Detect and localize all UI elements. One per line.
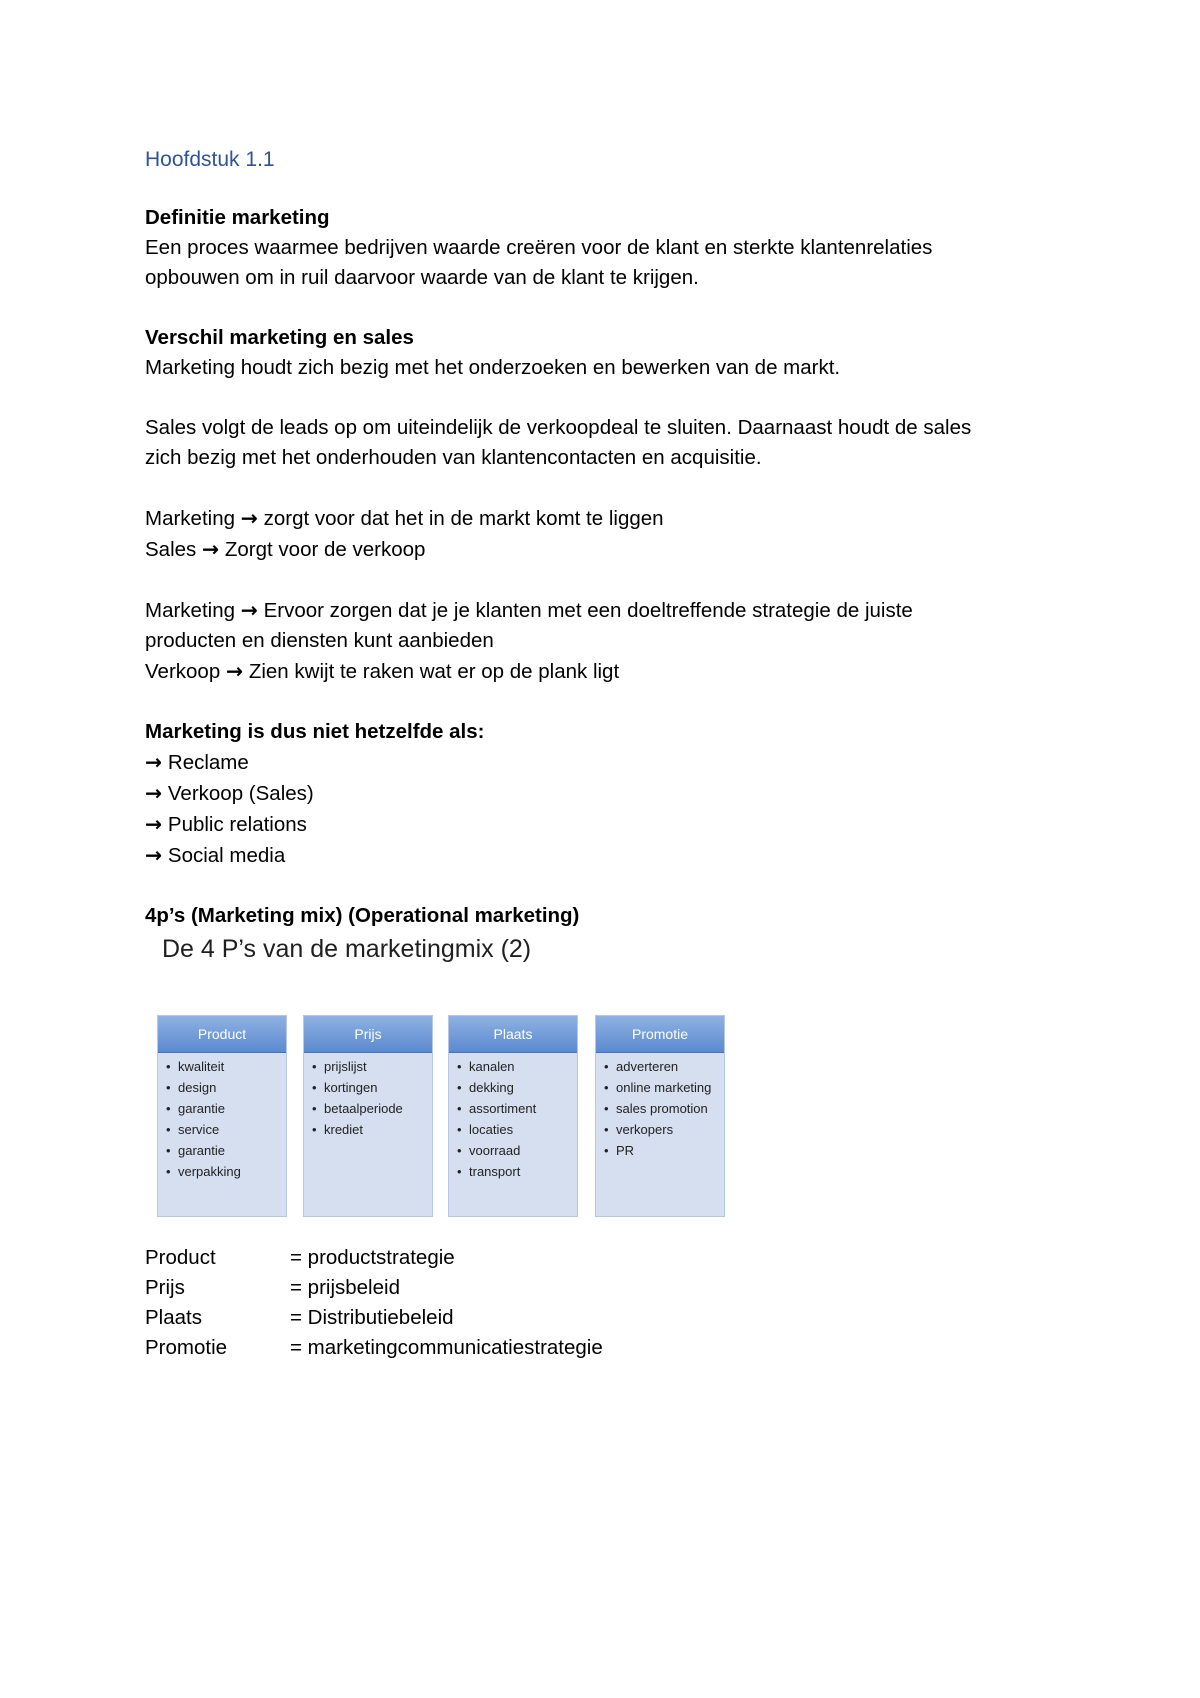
compare2-verkoop: Verkoop → Zien kwijt te raken wat er op de plank ligt: [145, 659, 620, 683]
list-item: • PR: [604, 1143, 718, 1158]
compare-marketing: Marketing → zorgt voor dat het in de markt komt te liggen: [145, 506, 664, 530]
list-item: • garantie: [166, 1101, 280, 1116]
column-prijs: [303, 1015, 433, 1217]
definition-row: Prijs = prijsbeleid: [145, 1276, 400, 1299]
column-header: Product: [158, 1016, 286, 1053]
column-header: Promotie: [596, 1016, 724, 1053]
chapter-heading: Hoofdstuk 1.1: [145, 148, 275, 171]
arrow-right-icon: →: [145, 781, 163, 805]
arrow-right-icon: →: [145, 812, 163, 836]
column-promotie: [595, 1015, 725, 1217]
list-item: • voorraad: [457, 1143, 571, 1158]
list-item: • online marketing: [604, 1080, 718, 1095]
arrow-right-icon: →: [145, 750, 163, 774]
arrow-right-icon: →: [145, 843, 163, 867]
list-item: • prijslijst: [312, 1059, 426, 1074]
list-item: • locaties: [457, 1122, 571, 1137]
sales-line-1: Sales volgt de leads op om uiteindelijk de verkoopdeal te sluiten. Daarnaast houdt de sales: [145, 416, 972, 439]
list-item: • verkopers: [604, 1122, 718, 1137]
column-plaats: [448, 1015, 578, 1217]
column-header: Plaats: [449, 1016, 577, 1053]
definition-row: Promotie = marketingcommunicatiestrategie: [145, 1336, 603, 1359]
definition-row: Plaats = Distributiebeleid: [145, 1306, 454, 1329]
column-product: [157, 1015, 287, 1217]
arrow-right-icon: →: [240, 506, 258, 530]
list-item: • krediet: [312, 1122, 426, 1137]
list-item: • betaalperiode: [312, 1101, 426, 1116]
list-item: → Verkoop (Sales): [145, 781, 314, 805]
list-item: → Social media: [145, 843, 286, 867]
arrow-right-icon: →: [225, 659, 244, 683]
definitie-line-1: Een proces waarmee bedrijven waarde creëren voor de klant en sterkte klantenrelaties: [145, 236, 933, 259]
verschil-line: Marketing houdt zich bezig met het onderzoeken en bewerken van de markt.: [145, 356, 841, 379]
sales-line-2: zich bezig met het onderhouden van klantencontacten en acquisitie.: [145, 446, 762, 469]
list-item: • adverteren: [604, 1059, 718, 1074]
list-item: → Public relations: [145, 812, 307, 836]
list-item: • design: [166, 1080, 280, 1095]
fourp-title: 4p’s (Marketing mix) (Operational marketing): [145, 904, 580, 927]
marketing-mix-diagram: [145, 933, 745, 1223]
compare2-marketing: Marketing → Ervoor zorgen dat je je klanten met een doeltreffende strategie de juiste: [145, 598, 913, 622]
list-item: • service: [166, 1122, 280, 1137]
list-item: • dekking: [457, 1080, 571, 1095]
compare2-marketing-cont: producten en diensten kunt aanbieden: [145, 629, 494, 652]
list-item: → Reclame: [145, 750, 249, 774]
arrow-right-icon: →: [240, 598, 258, 622]
definitie-title: Definitie marketing: [145, 206, 330, 229]
niet-hetzelfde-title: Marketing is dus niet hetzelfde als:: [145, 720, 485, 743]
column-header: Prijs: [304, 1016, 432, 1053]
list-item: • sales promotion: [604, 1101, 718, 1116]
definition-row: Product = productstrategie: [145, 1246, 455, 1269]
definitions-list: [145, 1243, 1065, 1363]
arrow-right-icon: →: [201, 537, 220, 561]
list-item: • kortingen: [312, 1080, 426, 1095]
compare-sales: Sales → Zorgt voor de verkoop: [145, 537, 426, 561]
list-item: • transport: [457, 1164, 571, 1179]
list-item: • garantie: [166, 1143, 280, 1158]
verschil-title: Verschil marketing en sales: [145, 326, 414, 349]
diagram-title: De 4 P’s van de marketingmix (2): [162, 935, 532, 963]
list-item: • kanalen: [457, 1059, 571, 1074]
list-item: • assortiment: [457, 1101, 571, 1116]
list-item: • kwaliteit: [166, 1059, 280, 1074]
definitie-line-2: opbouwen om in ruil daarvoor waarde van de klant te krijgen.: [145, 266, 699, 289]
list-item: • verpakking: [166, 1164, 280, 1179]
document-page: [145, 145, 1065, 1363]
